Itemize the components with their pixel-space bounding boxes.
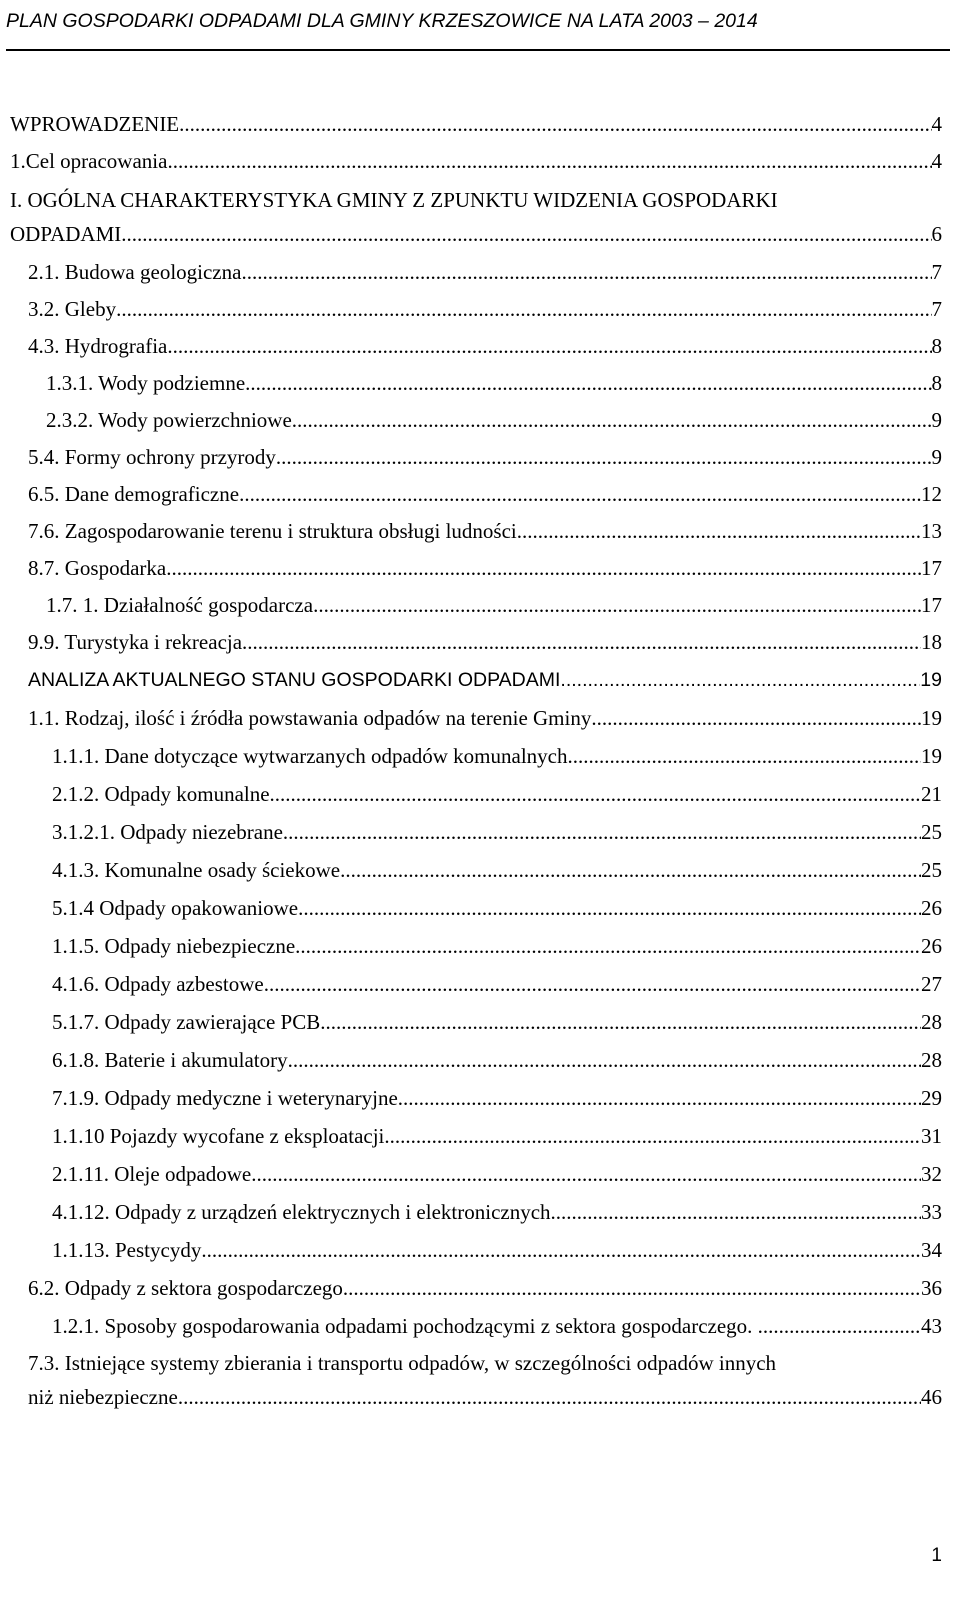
toc-entry-page: 25 bbox=[921, 820, 942, 844]
toc-leader-dots bbox=[239, 478, 921, 510]
toc-leader-dots bbox=[763, 1310, 921, 1342]
toc-leader-dots bbox=[591, 702, 921, 734]
toc-entry-page: 7 bbox=[931, 260, 942, 284]
toc-entry-page: 18 bbox=[921, 630, 942, 654]
toc-entry-page: 9 bbox=[931, 445, 942, 469]
toc-entry-page: 43 bbox=[921, 1314, 942, 1338]
toc-entry-page: 31 bbox=[921, 1124, 942, 1148]
toc-leader-dots bbox=[167, 145, 931, 177]
toc-entry-odpady-sektora-gospodarczego[interactable] bbox=[28, 1272, 942, 1304]
toc-entry-text: 2.1.2. Odpady komunalne bbox=[52, 782, 270, 806]
toc-entry-text: 1.7. 1. Działalność gospodarcza bbox=[46, 593, 314, 617]
toc-entry-odpady-opakowaniowe[interactable] bbox=[52, 892, 942, 924]
toc-entry-istniejace-systemy[interactable] bbox=[28, 1346, 942, 1414]
toc-entry-text: 4.1.12. Odpady z urządzeń elektrycznych i elektronicznych bbox=[52, 1200, 551, 1224]
toc-leader-dots bbox=[264, 968, 921, 1000]
toc-entry-wprowadzenie[interactable] bbox=[10, 108, 942, 140]
toc-entry-odpady-azbestowe[interactable] bbox=[52, 968, 942, 1000]
toc-entry-text: 5.1.4 Odpady opakowaniowe bbox=[52, 896, 299, 920]
toc-leader-dots bbox=[573, 740, 921, 772]
toc-entry-page: 4 bbox=[931, 112, 942, 136]
toc-entry-text: 2.1. Budowa geologiczna bbox=[28, 260, 242, 284]
toc-entry-text: 7.1.9. Odpady medyczne i weterynaryjne bbox=[52, 1086, 398, 1110]
toc-leader-dots bbox=[242, 626, 921, 658]
toc-entry-text: 1.1.1. Dane dotyczące wytwarzanych odpadów komunalnych. bbox=[52, 744, 573, 768]
toc-entry-odpady-urzadzen-elektrycznych[interactable] bbox=[52, 1196, 942, 1228]
toc-leader-dots bbox=[292, 404, 932, 436]
toc-leader-dots bbox=[167, 330, 931, 362]
toc-entry-text: 4.1.3. Komunalne osady ściekowe bbox=[52, 858, 341, 882]
toc-entry-text: 9.9. Turystyka i rekreacja bbox=[28, 630, 243, 654]
toc-leader-dots bbox=[384, 1120, 921, 1152]
toc-entry-text: 1.Cel opracowania bbox=[10, 149, 168, 173]
toc-entry-page: 7 bbox=[931, 297, 942, 321]
toc-entry-page: 8 bbox=[931, 334, 942, 358]
toc-entry-text: 3.1.2.1. Odpady niezebrane bbox=[52, 820, 283, 844]
toc-entry-text: 7.6. Zagospodarowanie terenu i struktura obsługi ludności bbox=[28, 519, 517, 543]
toc-entry-pestycydy[interactable] bbox=[52, 1234, 942, 1266]
toc-leader-dots bbox=[551, 1196, 921, 1228]
toc-leader-dots bbox=[283, 816, 921, 848]
toc-entry-page: 28 bbox=[921, 1010, 942, 1034]
toc-entry-page: 13 bbox=[921, 519, 942, 543]
toc-entry-page: 46 bbox=[921, 1385, 942, 1409]
toc-entry-text: 4.1.6. Odpady azbestowe bbox=[52, 972, 264, 996]
toc-entry-ogolna-charakterystyka[interactable] bbox=[10, 183, 942, 251]
toc-entry-odpady-komunalne[interactable] bbox=[52, 778, 942, 810]
toc-entry-text: 5.4. Formy ochrony przyrody bbox=[28, 445, 276, 469]
toc-entry-page: 29 bbox=[921, 1086, 942, 1110]
toc-leader-dots bbox=[320, 1006, 921, 1038]
toc-entry-page: 34 bbox=[921, 1238, 942, 1262]
toc-entry-text: 1.2.1. Sposoby gospodarowania odpadami pochodzącymi z sektora gospodarczego. . bbox=[52, 1314, 763, 1338]
toc-entry-page: 32 bbox=[921, 1162, 942, 1186]
toc-leader-dots bbox=[201, 1234, 921, 1266]
toc-entry-pojazdy-wycofane[interactable] bbox=[52, 1120, 942, 1152]
toc-entry-page: 33 bbox=[921, 1200, 942, 1224]
toc-entry-dane-demograficzne[interactable] bbox=[28, 478, 942, 510]
page-number: 1 bbox=[931, 1545, 942, 1566]
toc-entry-oleje-odpadowe[interactable] bbox=[52, 1158, 942, 1190]
toc-entry-formy-ochrony-przyrody[interactable] bbox=[28, 441, 942, 473]
toc-leader-dots bbox=[245, 367, 931, 399]
toc-entry-text: 1.1. Rodzaj, ilość i źródła powstawania odpadów na terenie Gminy bbox=[28, 706, 592, 730]
toc-entry-text: 1.1.13. Pestycydy bbox=[52, 1238, 202, 1262]
toc-leader-dots bbox=[251, 1158, 921, 1190]
toc-entry-odpady-niebezpieczne[interactable] bbox=[52, 930, 942, 962]
toc-entry-page: 4 bbox=[931, 149, 942, 173]
document-title: PLAN GOSPODARKI ODPADAMI DLA GMINY KRZESZOWICE NA LATA 2003 – 2014 bbox=[6, 10, 758, 32]
toc-leader-dots bbox=[298, 892, 921, 924]
toc-leader-dots bbox=[166, 552, 921, 584]
toc-entry-text: 2.3.2. Wody powierzchniowe bbox=[46, 408, 292, 432]
toc-leader-dots bbox=[276, 441, 932, 473]
toc-leader-dots bbox=[270, 778, 921, 810]
toc-leader-dots bbox=[121, 217, 931, 251]
toc-entry-dane-wytwarzanych-odpadow[interactable] bbox=[52, 740, 942, 772]
toc-entry-page: 19 bbox=[920, 669, 942, 691]
toc-entry-page: 28 bbox=[921, 1048, 942, 1072]
toc-entry-page: 27 bbox=[921, 972, 942, 996]
toc-entry-turystyka-i-rekreacja[interactable] bbox=[28, 626, 942, 658]
toc-leader-dots bbox=[560, 664, 920, 696]
toc-entry-sposoby-gospodarowania[interactable] bbox=[52, 1310, 942, 1342]
toc-entry-dzialalnosc-gospodarcza[interactable] bbox=[46, 589, 942, 621]
toc-entry-text: I. OGÓLNA CHARAKTERYSTYKA GMINY Z ZPUNKTU WIDZENIA GOSPODARKI bbox=[10, 188, 778, 212]
toc-leader-dots bbox=[288, 1044, 921, 1076]
toc-leader-dots bbox=[183, 1380, 921, 1414]
toc-leader-dots bbox=[241, 256, 931, 288]
toc-leader-dots bbox=[398, 1082, 921, 1114]
toc-entry-text: 7.3. Istniejące systemy zbierania i transportu odpadów, w szczególności odpadów innych bbox=[28, 1351, 777, 1375]
toc-entry-page: 26 bbox=[921, 934, 942, 958]
toc-entry-zagospodarowanie-terenu[interactable] bbox=[28, 515, 942, 547]
toc-leader-dots bbox=[313, 589, 921, 621]
toc-entry-odpady-pcb[interactable] bbox=[52, 1006, 942, 1038]
toc-leader-dots bbox=[517, 515, 921, 547]
toc-entry-wody-powierzchniowe[interactable] bbox=[46, 404, 942, 436]
toc-entry-text: 1.1.10 Pojazdy wycofane z eksploatacji bbox=[52, 1124, 385, 1148]
toc-entry-text: 1.1.5. Odpady niebezpieczne bbox=[52, 934, 296, 958]
toc-entry-page: 19 bbox=[921, 744, 942, 768]
toc-entry-odpady-medyczne[interactable] bbox=[52, 1082, 942, 1114]
toc-entry-text: 3.2. Gleby bbox=[28, 297, 117, 321]
toc-entry-text: 1.3.1. Wody podziemne bbox=[46, 371, 246, 395]
toc-leader-dots bbox=[295, 930, 921, 962]
toc-entry-page: 9 bbox=[931, 408, 942, 432]
toc-entry-text: 6.1.8. Baterie i akumulatory bbox=[52, 1048, 288, 1072]
toc-entry-text: 6.2. Odpady z sektora gospodarczego bbox=[28, 1276, 343, 1300]
toc-entry-komunalne-osady-sciekowe[interactable] bbox=[52, 854, 942, 886]
toc-entry-rodzaj-ilosc-zrodla[interactable] bbox=[28, 702, 942, 734]
toc-entry-text: WPROWADZENIE bbox=[10, 112, 180, 136]
toc-entry-analiza-aktualnego-stanu[interactable] bbox=[28, 664, 942, 696]
toc-entry-cel-opracowania[interactable] bbox=[10, 145, 942, 177]
toc-entry-text: 8.7. Gospodarka bbox=[28, 556, 167, 580]
toc-entry-text: 6.5. Dane demograficzne bbox=[28, 482, 240, 506]
toc-entry-text: ANALIZA AKTUALNEGO STANU GOSPODARKI ODPADAMI bbox=[28, 669, 561, 691]
toc-entry-page: 36 bbox=[921, 1276, 942, 1300]
toc-entry-page: 6 bbox=[931, 222, 942, 246]
toc-entry-text: 4.3. Hydrografia bbox=[28, 334, 168, 358]
toc-entry-text: 2.1.11. Oleje odpadowe bbox=[52, 1162, 252, 1186]
toc-leader-dots bbox=[179, 108, 931, 140]
toc-entry-page: 26 bbox=[921, 896, 942, 920]
toc-leader-dots bbox=[340, 854, 921, 886]
toc-entry-page: 19 bbox=[921, 706, 942, 730]
toc-entry-budowa-geologiczna[interactable] bbox=[28, 256, 942, 288]
toc-entry-page: 21 bbox=[921, 782, 942, 806]
toc-entry-odpady-niezebrane[interactable] bbox=[52, 816, 942, 848]
toc-entry-text-continued: niż niebezpieczne. bbox=[28, 1385, 184, 1409]
toc-entry-page: 17 bbox=[921, 593, 942, 617]
toc-entry-wody-podziemne[interactable] bbox=[46, 367, 942, 399]
toc-leader-dots bbox=[343, 1272, 921, 1304]
toc-entry-page: 25 bbox=[921, 858, 942, 882]
toc-entry-page: 17 bbox=[921, 556, 942, 580]
toc-entry-page: 8 bbox=[931, 371, 942, 395]
toc-entry-text-continued: ODPADAMI bbox=[10, 222, 122, 246]
toc-entry-gleby[interactable] bbox=[28, 293, 942, 325]
toc-entry-page: 12 bbox=[921, 482, 942, 506]
toc-entry-text: 5.1.7. Odpady zawierające PCB bbox=[52, 1010, 321, 1034]
toc-entry-hydrografia[interactable] bbox=[28, 330, 942, 362]
toc-leader-dots bbox=[116, 293, 931, 325]
toc-entry-baterie-i-akumulatory[interactable] bbox=[52, 1044, 942, 1076]
toc-entry-gospodarka[interactable] bbox=[28, 552, 942, 584]
